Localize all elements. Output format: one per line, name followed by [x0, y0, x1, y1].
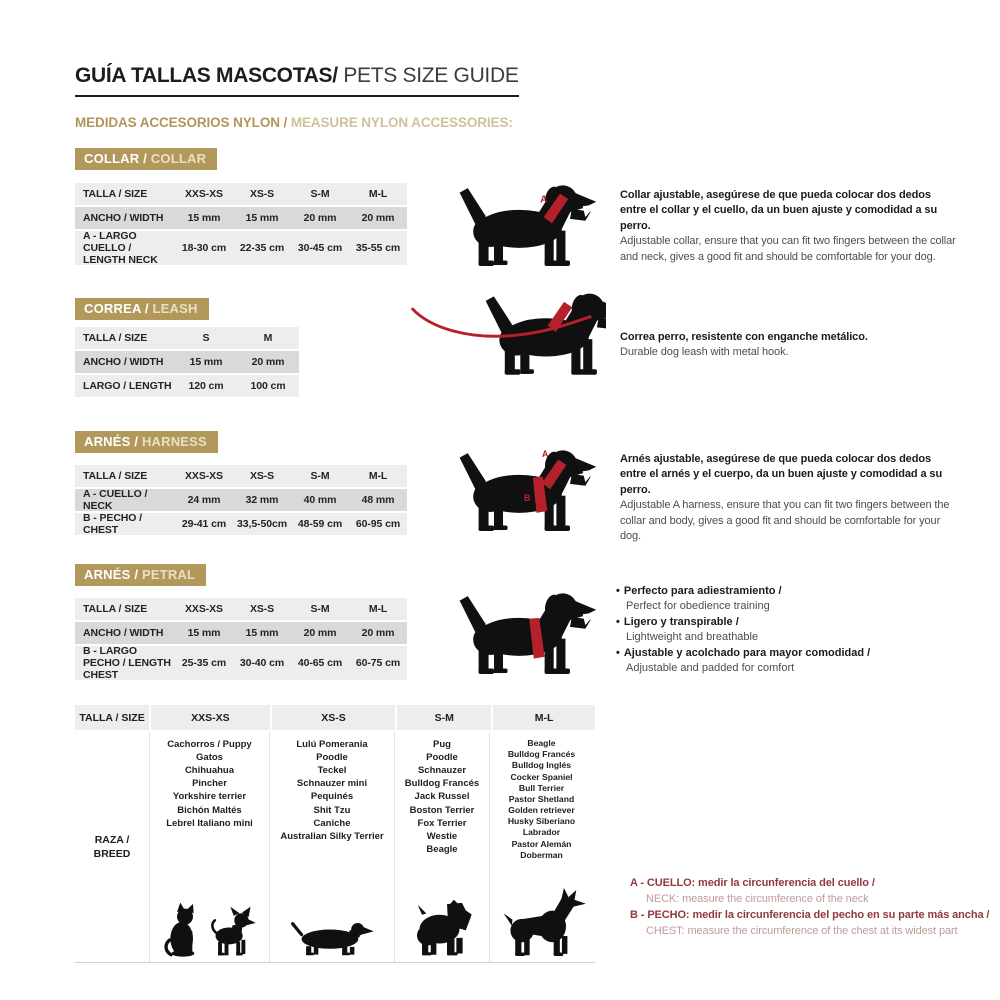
feature-item [616, 584, 961, 615]
harness-description [620, 452, 958, 544]
breeds-col-xs-s [270, 732, 395, 962]
breed-item: Cocker Spaniel [510, 771, 573, 782]
header-cell: M-L [349, 465, 407, 487]
value-cell: 18-30 cm [175, 231, 233, 265]
header-cell: TALLA / SIZE [75, 465, 175, 487]
feature-es: • Perfecto para adiestramiento / [616, 585, 782, 597]
petral-badge [75, 564, 206, 586]
petral-width-row [75, 622, 407, 644]
value-cell: 48 mm [349, 489, 407, 511]
dog-leash-illustration-icon [410, 288, 606, 384]
petral-features [616, 584, 961, 676]
page-subtitle-en: MEASURE NYLON ACCESSORIES: [290, 115, 513, 130]
value-cell: 22-35 cm [233, 231, 291, 265]
row-label: ANCHO / WIDTH [75, 207, 175, 229]
breed-list [508, 738, 575, 861]
breed-item: Bulldog Francés [507, 749, 576, 760]
page-title [75, 64, 519, 97]
note-chest-es: B - PECHO: medir la circunferencia del pecho en su parte más ancha / [630, 908, 990, 921]
harness-table-header [75, 465, 407, 487]
breeds-row-label [75, 732, 150, 962]
header-cell: XXS-XS [151, 705, 270, 730]
breed-item: Schnauzer mini [296, 778, 368, 790]
collar-badge-es: COLLAR / [84, 151, 147, 166]
breeds-row-label-text: RAZA / BREED [93, 834, 131, 860]
header-cell: TALLA / SIZE [75, 598, 175, 620]
feature-item [616, 646, 961, 677]
silhouette-group [496, 888, 588, 958]
collar-description [620, 188, 958, 265]
breed-item: Shit Tzu [313, 804, 351, 816]
value-cell: 32 mm [233, 489, 291, 511]
feature-es: • Ligero y transpirable / [616, 615, 739, 628]
page-title-es: GUÍA TALLAS MASCOTAS/ [75, 64, 338, 87]
harness-badge-en: HARNESS [141, 434, 207, 449]
value-cell: 15 mm [233, 207, 291, 229]
header-cell: M-L [349, 183, 407, 205]
value-cell: 24 mm [175, 489, 233, 511]
collar-desc-es: Collar ajustable, asegúrese de que pueda colocar dos dedos entre el collar y el cuello, da un buen ajuste y comodidad a su perro. [620, 189, 938, 232]
breeds-table-body [75, 732, 595, 963]
breed-item: Golden retriever [508, 805, 575, 816]
breed-item: Fox Terrier [417, 817, 467, 829]
breed-item: Bulldog Francés [404, 778, 480, 790]
note-neck-es: A - CUELLO: medir la circunferencia del cuello / [630, 877, 875, 889]
breed-item: Australian Silky Terrier [280, 830, 384, 842]
breed-item: Husky Siberiano [507, 816, 576, 827]
breed-item: Yorkshire terrier [172, 791, 247, 803]
header-cell: XXS-XS [175, 183, 233, 205]
collar-badge [75, 148, 217, 170]
page-subtitle [75, 115, 513, 130]
petral-badge-es: ARNÉS / [84, 567, 139, 582]
breed-list [166, 738, 253, 830]
header-cell: XS-S [272, 705, 396, 730]
dog-collar-illustration-icon [452, 180, 602, 275]
breed-item: Lulú Pomerania [296, 739, 368, 750]
breeds-col-s-m [395, 732, 490, 962]
measurement-notes [630, 876, 989, 940]
collar-table [75, 183, 407, 267]
harness-badge-es: ARNÉS / [84, 434, 139, 449]
header-cell: TALLA / SIZE [75, 183, 175, 205]
note-neck [630, 876, 989, 908]
breed-item: Jack Russel [414, 791, 470, 803]
row-label: ANCHO / WIDTH [75, 351, 175, 373]
value-cell: 20 mm [291, 622, 349, 644]
header-cell: M-L [349, 598, 407, 620]
value-cell: 29-41 cm [175, 513, 233, 535]
row-label: B - LARGO PECHO / LENGTH CHEST [75, 646, 175, 680]
row-label: ANCHO / WIDTH [75, 622, 175, 644]
header-cell: S [175, 327, 237, 349]
dog-petral-illustration-icon [452, 588, 602, 683]
collar-badge-en: COLLAR [150, 151, 207, 166]
breed-item: Poodle [426, 752, 458, 764]
breeds-table [75, 705, 595, 963]
marker-a-label: A [541, 448, 549, 459]
breed-list [280, 738, 383, 843]
collar-desc-en: Adjustable collar, ensure that you can fit two fingers between the collar and neck, gives a good fit and should be comfortable for your dog. [620, 235, 956, 263]
header-cell: XS-S [233, 598, 291, 620]
breeds-table-header [75, 705, 595, 730]
silhouette-group [290, 919, 375, 958]
harness-desc-es: Arnés ajustable, asegúrese de que pueda colocar dos dedos entre el arnés y el cuerpo, da un buen ajuste y comodidad a su perro. [620, 453, 943, 496]
leash-badge-en: LEASH [152, 301, 198, 316]
breed-item: Poodle [316, 752, 348, 764]
row-label: A - CUELLO / NECK [75, 489, 175, 511]
value-cell: 15 mm [233, 622, 291, 644]
feature-en: Perfect for obedience training [626, 600, 770, 613]
value-cell: 15 mm [175, 207, 233, 229]
value-cell: 120 cm [175, 375, 237, 397]
harness-badge [75, 431, 218, 453]
feature-en: Lightweight and breathable [626, 631, 759, 644]
leash-desc-es: Correa perro, resistente con enganche metálico. [620, 331, 868, 343]
breed-item: Pequinés [310, 791, 354, 803]
petral-table-header [75, 598, 407, 620]
breed-item: Labrador [522, 827, 561, 838]
petral-chest-row [75, 646, 407, 680]
harness-table [75, 465, 407, 537]
value-cell: 30-45 cm [291, 231, 349, 265]
breed-list [405, 738, 479, 856]
header-cell: M-L [493, 705, 595, 730]
value-cell: 20 mm [291, 207, 349, 229]
header-cell: M [237, 327, 299, 349]
leash-table-header [75, 327, 299, 349]
breed-item: Caniche [313, 817, 351, 829]
breed-item: Bull Terrier [518, 782, 565, 793]
silhouette-group [163, 902, 257, 958]
breed-item: Beagle [426, 843, 458, 855]
harness-chest-row [75, 513, 407, 535]
value-cell: 35-55 cm [349, 231, 407, 265]
breed-item: Pincher [192, 778, 227, 790]
feature-en: Adjustable and padded for comfort [626, 661, 795, 674]
breed-item: Boston Terrier [409, 804, 475, 816]
leash-length-row [75, 375, 299, 397]
marker-b-label: B [523, 493, 531, 504]
collar-table-header [75, 183, 407, 205]
silhouette-group [407, 899, 477, 958]
breed-item: Pug [433, 739, 451, 750]
breed-item: Westie [426, 830, 458, 842]
breeds-col-xxs-xs [150, 732, 270, 962]
header-cell: XXS-XS [175, 598, 233, 620]
collar-neck-row [75, 231, 407, 265]
dachshund-silhouette-icon [290, 919, 375, 958]
header-cell: XXS-XS [175, 465, 233, 487]
harness-neck-row [75, 489, 407, 511]
petral-badge-en: PETRAL [141, 567, 196, 582]
leash-width-row [75, 351, 299, 373]
breed-item: Teckel [317, 765, 347, 777]
value-cell: 15 mm [175, 622, 233, 644]
value-cell: 20 mm [237, 351, 299, 373]
value-cell: 20 mm [349, 207, 407, 229]
breed-item: Chihuahua [184, 765, 235, 777]
collar-width-row [75, 207, 407, 229]
value-cell: 20 mm [349, 622, 407, 644]
value-cell: 40 mm [291, 489, 349, 511]
breed-item: Beagle [527, 738, 556, 748]
breeds-col-m-l [490, 732, 593, 962]
value-cell: 15 mm [175, 351, 237, 373]
breed-item: Gatos [196, 752, 223, 764]
leash-description [620, 330, 958, 361]
breed-item: Bichón Maltés [177, 804, 242, 816]
breed-item: Bulldog Inglés [511, 760, 572, 771]
value-cell: 25-35 cm [175, 646, 233, 680]
header-cell: XS-S [233, 465, 291, 487]
marker-a-label: A [540, 194, 548, 206]
row-label: A - LARGO CUELLO / LENGTH NECK [75, 231, 175, 265]
value-cell: 60-95 cm [349, 513, 407, 535]
breed-item: Schnauzer [417, 765, 467, 777]
header-cell: TALLA / SIZE [75, 327, 175, 349]
feature-es: • Ajustable y acolchado para mayor comodidad / [616, 646, 871, 659]
note-neck-en: NECK: measure the circumference of the neck [646, 892, 869, 905]
value-cell: 48-59 cm [291, 513, 349, 535]
header-cell: S-M [291, 598, 349, 620]
leash-desc-en: Durable dog leash with metal hook. [620, 346, 789, 359]
breed-item: Pastor Alemán [511, 838, 572, 849]
cat-silhouette-icon [163, 902, 203, 958]
header-cell: TALLA / SIZE [75, 705, 149, 730]
value-cell: 33,5-50cm [233, 513, 291, 535]
leash-table [75, 327, 299, 399]
breed-item: Doberman [520, 849, 563, 860]
value-cell: 40-65 cm [291, 646, 349, 680]
breed-item: Lebrel Italiano mini [166, 817, 253, 829]
row-label: LARGO / LENGTH [75, 375, 175, 397]
value-cell: 30-40 cm [233, 646, 291, 680]
chihuahua-silhouette-icon [209, 906, 257, 958]
leash-badge [75, 298, 209, 320]
schnauzer-silhouette-icon [407, 899, 477, 958]
doberman-silhouette-icon [496, 888, 588, 958]
note-chest [630, 908, 989, 940]
feature-item [616, 615, 961, 646]
page-title-en: PETS SIZE GUIDE [343, 64, 519, 87]
value-cell: 60-75 cm [349, 646, 407, 680]
page-subtitle-es: MEDIDAS ACCESORIOS NYLON / [75, 115, 288, 130]
note-chest-en: CHEST: measure the circumference of the chest at its widest part [646, 924, 958, 937]
header-cell: XS-S [233, 183, 291, 205]
header-cell: S-M [291, 183, 349, 205]
harness-desc-en: Adjustable A harness, ensure that you can fit two fingers between the collar and body, gives a good fit and should be comfortable for your dog. [620, 499, 950, 542]
breed-item: Pastor Shetland [508, 793, 575, 804]
header-cell: S-M [291, 465, 349, 487]
petral-table [75, 598, 407, 682]
dog-harness-illustration-icon [452, 445, 602, 540]
header-cell: S-M [397, 705, 491, 730]
leash-badge-es: CORREA / [84, 301, 149, 316]
breed-item: Cachorros / Puppy [167, 739, 252, 750]
row-label: B - PECHO / CHEST [75, 513, 175, 535]
value-cell: 100 cm [237, 375, 299, 397]
